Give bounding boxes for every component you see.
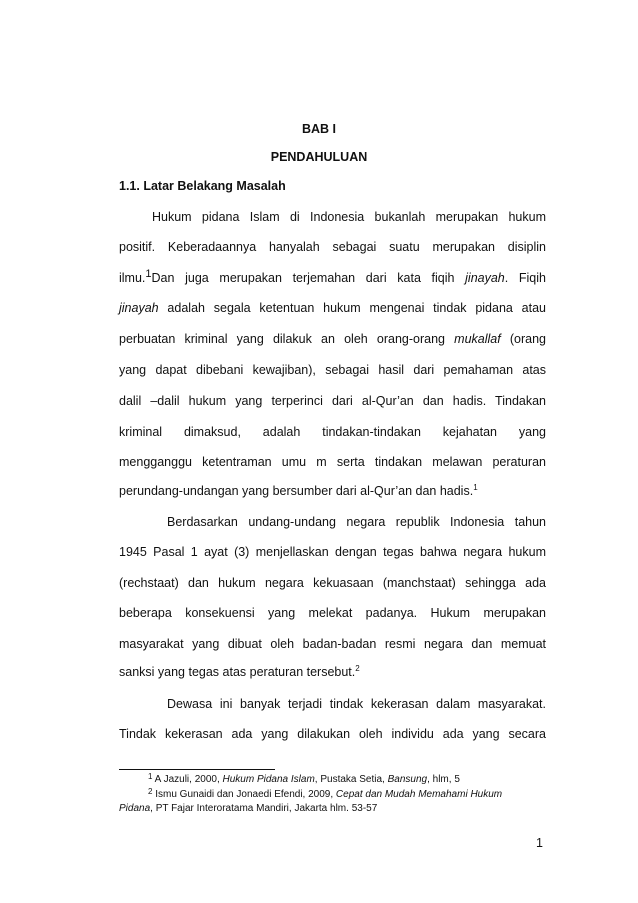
p3-line-1: Dewasa ini banyak terjadi tindak kekerasan dalam masyarakat. xyxy=(167,697,546,711)
p1-line-7: dalil –dalil hukum yang terperinci dari al-Qur’an dan hadis. Tindakan xyxy=(119,394,546,408)
p1-line-6: yang dapat dibebani kewajiban), sebagai hasil dari pemahaman atas xyxy=(119,363,546,377)
p1-line-4: jinayah adalah segala ketentuan hukum mengenai tindak pidana atau xyxy=(119,301,546,315)
p1-line-3: ilmu.1Dan juga merupakan terjemahan dari kata fiqih jinayah. Fiqih xyxy=(119,268,546,285)
p2-line-6: sanksi yang tegas atas peraturan tersebut.$^2$ xyxy=(119,663,360,679)
p1-line-2: positif. Keberadaannya hanyalah sebagai suatu merupakan disiplin xyxy=(119,240,546,254)
page-number: 1 xyxy=(536,836,543,850)
footnote-2: $^2$ Ismu Gunaidi dan Jonaedi Efendi, 2009, Cepat dan Mudah Memahami Hukum xyxy=(148,787,503,800)
p3-line-2: Tindak kekerasan ada yang dilakukan oleh individu ada yang secara xyxy=(119,727,546,741)
p1-line-10: perundang-undangan yang bersumber dari al-Qur’an dan hadis.$^1$ xyxy=(119,482,478,498)
p1-line-1: Hukum pidana Islam di Indonesia bukanlah merupakan hukum xyxy=(152,210,546,224)
chapter-title: PENDAHULUAN xyxy=(270,150,368,164)
p2-line-5: masyarakat yang dibuat oleh badan-badan resmi negara dan memuat xyxy=(119,637,546,651)
chapter-number: BAB I xyxy=(301,122,337,136)
p1-line-5: perbuatan kriminal yang dilakuk an oleh orang-orang mukallaf (orang xyxy=(119,332,546,346)
p1-line-8: kriminal dimaksud, adalah tindakan-tindakan kejahatan yang xyxy=(119,425,546,439)
p2-line-3: (rechstaat) dan hukum negara kekuasaan (manchstaat) sehingga ada xyxy=(119,576,546,590)
footnote-2-continued: Pidana, PT Fajar Interoratama Mandiri, Jakarta hlm. 53-57 xyxy=(119,803,378,814)
footnote-divider xyxy=(119,769,275,770)
footnote-1: $^1$ A Jazuli, 2000, Hukum Pidana Islam, Pustaka Setia, Bansung, hlm, 5 xyxy=(148,772,460,785)
p2-line-2: 1945 Pasal 1 ayat (3) menjellaskan dengan tegas bahwa negara hukum xyxy=(119,545,546,559)
footnote-ref-1b: 1 xyxy=(473,482,478,492)
footnote-ref-2: 2 xyxy=(355,663,360,673)
p1-line-9: mengganggu ketentraman umu m serta tindakan melawan peraturan xyxy=(119,455,546,469)
p2-line-1: Berdasarkan undang-undang negara republik Indonesia tahun xyxy=(167,515,546,529)
p2-line-4: beberapa konsekuensi yang melekat padanya. Hukum merupakan xyxy=(119,606,546,620)
section-heading: 1.1. Latar Belakang Masalah xyxy=(119,179,286,193)
footnote-ref-1: 1 xyxy=(145,268,152,280)
